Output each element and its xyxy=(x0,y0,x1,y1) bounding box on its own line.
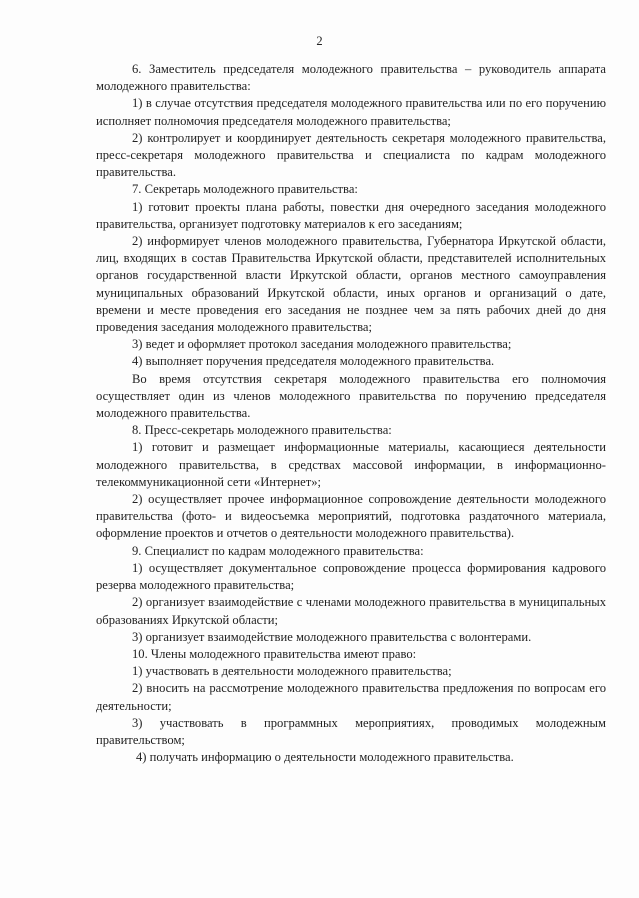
paragraph-10-heading: 10. Члены молодежного правительства имеют право: xyxy=(132,646,417,661)
paragraph-10-item-3: 3) участвовать в программных мероприятиях, проводимых молодежным правительством; xyxy=(96,715,606,747)
paragraph-8-item-2: 2) осуществляет прочее информационное сопровождение деятельности молодежного правительства (фото- и видеосъемка мероприятий, подготовка раздаточного материала, оформление проектов и отчетов о деятельности молодежного правительства). xyxy=(96,492,606,541)
paragraph-8-item-1: 1) готовит и размещает информационные материалы, касающиеся деятельности молодежного правительства, в средствах массовой информации, в информационно-телекоммуникационной сети «Интернет»; xyxy=(96,440,606,489)
paragraph-9-item-2: 2) организует взаимодействие с членами молодежного правительства в муниципальных образованиях Иркутской области; xyxy=(96,595,606,627)
document-body xyxy=(96,61,606,766)
paragraph-9-item-3: 3) организует взаимодействие молодежного правительства с волонтерами. xyxy=(132,629,532,644)
paragraph-7-item-1: 1) готовит проекты плана работы, повестки дня очередного заседания молодежного правительства, организует подготовку материалов к его заседаниям; xyxy=(96,199,606,231)
paragraph-7-heading: 7. Секретарь молодежного правительства: xyxy=(132,182,358,197)
paragraph-10-item-1: 1) участвовать в деятельности молодежного правительства; xyxy=(132,664,452,679)
paragraph-10-item-4: 4) получать информацию о деятельности молодежного правительства. xyxy=(136,750,514,765)
paragraph-7-note: Во время отсутствия секретаря молодежного правительства его полномочия осуществляет один из членов молодежного правительства по поручению председателя молодежного правительства. xyxy=(96,371,606,421)
paragraph-6-item-2: 2) контролирует и координирует деятельность секретаря молодежного правительства, пресс-секретаря молодежного правительства и специалиста по кадрам молодежного правительства. xyxy=(96,130,606,180)
paragraph-6-item-1: 1) в случае отсутствия председателя молодежного правительства или по его поручению исполняет полномочия председателя молодежного правительства; xyxy=(96,96,606,128)
page-number: 2 xyxy=(316,34,323,48)
paragraph-10-item-2: 2) вносить на рассмотрение молодежного правительства предложения по вопросам его деятельности; xyxy=(96,681,606,713)
paragraph-9-heading: 9. Специалист по кадрам молодежного правительства: xyxy=(132,543,424,558)
paragraph-7-item-2: 2) информирует членов молодежного правительства, Губернатора Иркутской области, лиц, входящих в состав Правительства Иркутской области, представителей исполнительных органов государственной власти Иркутской области, органов местного самоуправления муниципальных образований Иркутской области, иных органов и организаций о дате, времени и месте проведения его заседания не позднее чем за пять рабочих дней до дня проведения заседания молодежного правительства; xyxy=(96,234,606,335)
paragraph-7-item-4: 4) выполняет поручения председателя молодежного правительства. xyxy=(132,354,495,369)
paragraph-7-item-3: 3) ведет и оформляет протокол заседания молодежного правительства; xyxy=(132,337,512,352)
paragraph-6-heading: 6. Заместитель председателя молодежного правительства – руководитель аппарата молодежного правительства: xyxy=(96,62,606,94)
paragraph-8-heading: 8. Пресс-секретарь молодежного правительства: xyxy=(132,423,392,438)
paragraph-9-item-1: 1) осуществляет документальное сопровождение процесса формирования кадрового резерва молодежного правительства; xyxy=(96,560,606,593)
